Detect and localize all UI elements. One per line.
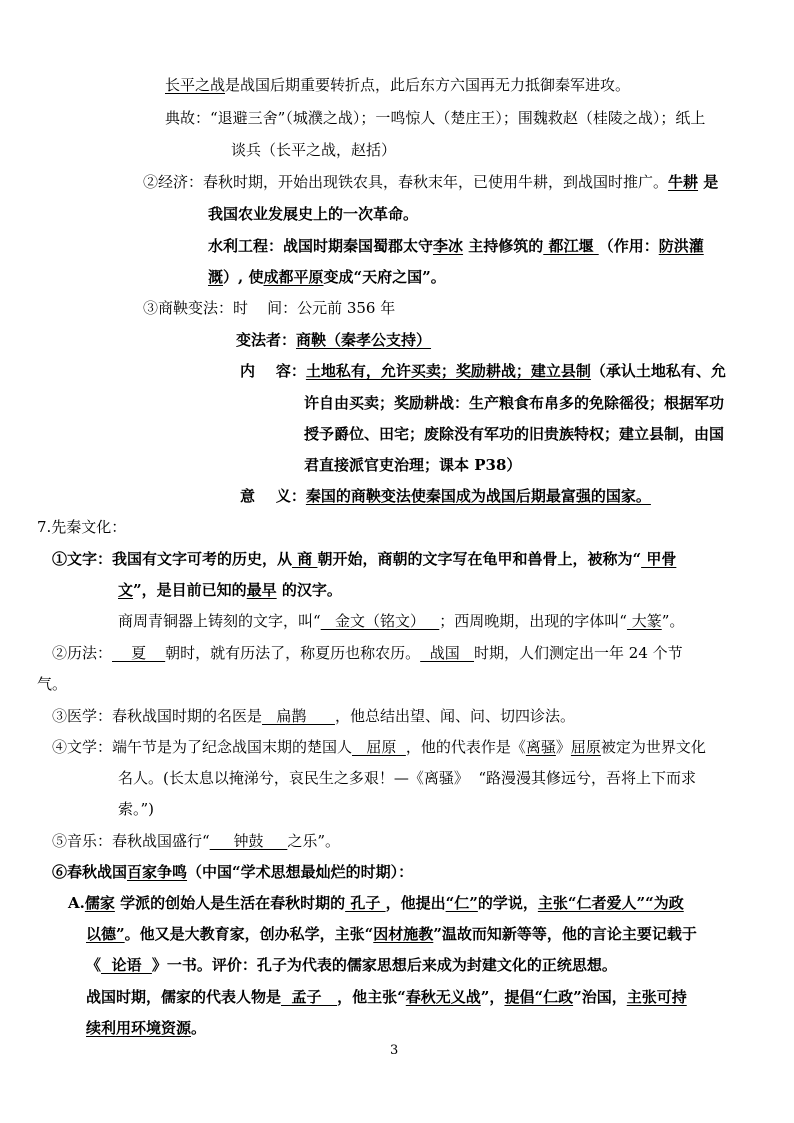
line-writing: ①文字：我国有文字可考的历史，从 商 朝开始，商朝的文字写在龟甲和兽骨上，被称为“ 甲骨 <box>52 550 677 568</box>
line-changping: 长平之战是战国后期重要转折点，此后东方六国再无力抵御秦军进攻。 <box>165 76 631 94</box>
line-water-cont: 溉）, 使成都平原变成“天府之国”。 <box>208 268 446 286</box>
line-reform-meaning: 意 义：秦国的商鞅变法使秦国成为战国后期最富强的国家。 <box>240 487 651 505</box>
line-writing-cont: 文”，是目前已知的最早 的汉字。 <box>118 581 342 599</box>
line-confucius: A.儒家 学派的创始人是生活在春秋时期的 孔子 ，他提出“仁”的学说，主张“仁者爱人”“为政 <box>68 894 684 912</box>
line-economy-cont: 我国农业发展史上的一次革命。 <box>208 205 419 223</box>
line-literature: ④文学：端午节是为了纪念战国末期的楚国人 屈原 ，他的代表作是《离骚》屈原被定为世界文化 <box>52 738 706 756</box>
line-mencius-2: 续利用环境资源。 <box>86 1019 207 1037</box>
line-hundred-schools: ⑥春秋战国百家争鸣（中国“学术思想最灿烂的时期）： <box>52 863 414 881</box>
line-reform-content-2: 许自由买卖；奖励耕战：生产粮食布帛多的免除徭役；根据军功 <box>304 394 725 412</box>
page-number: 3 <box>390 1043 399 1058</box>
section-title-culture: 7.先秦文化： <box>37 518 127 536</box>
line-calendar-cont: 气。 <box>37 675 68 693</box>
line-reform-content-3: 授予爵位、田宅；废除没有军功的旧贵族特权；建立县制，由国 <box>304 425 725 443</box>
line-reform-content-4: 君直接派官吏治理；课本 P38） <box>304 456 522 474</box>
line-literature-cont-2: 索。”) <box>118 800 155 818</box>
line-mencius: 战国时期，儒家的代表人物是 孟子 ，他主张“春秋无义战”，提倡“仁政”治国，主张可持 <box>86 988 687 1006</box>
line-water: 水利工程：战国时期秦国蜀郡太守李冰 主持修筑的 都江堰 （作用：防洪灌 <box>208 237 704 255</box>
line-reform-content: 内 容：土地私有，允许买卖；奖励耕战；建立县制（承认土地私有、允 <box>240 362 726 380</box>
niugeng-term: 牛耕 <box>668 173 699 191</box>
line-reform-time: ③商鞅变法：时 间：公元前 356 年 <box>143 299 396 317</box>
line-bronze: 商周青铜器上铸刻的文字，叫“ 金文（铭文） ；西周晚期，出现的字体叫“ 大篆”。 <box>118 612 685 630</box>
line-allusions-cont: 谈兵（长平之战，赵括） <box>231 141 397 159</box>
line-calendar: ②历法： 夏 朝时，就有历法了，称夏历也称农历。 战国 时期，人们测定出一年 24 个节 <box>52 644 683 662</box>
line-confucius-3: 《 论语 》一书。评价：孔子为代表的儒家思想后来成为封建文化的正统思想。 <box>86 956 617 974</box>
line-medicine: ③医学：春秋战国时期的名医是 扁鹊 ，他总结出望、闻、问、切四诊法。 <box>52 707 575 725</box>
line-economy: ②经济：春秋时期，开始出现铁农具，春秋末年，已使用牛耕，到战国时推广。牛耕 是 <box>143 173 719 191</box>
line-reform-who: 变法者：商鞅（秦孝公支持） <box>236 331 432 349</box>
line-confucius-2: 以德”。他又是大教育家，创办私学，主张“因材施教”温故而知新等等，他的言论主要记载于 <box>86 925 697 943</box>
line-literature-cont: 名人。(长太息以掩涕兮，哀民生之多艰！—《离骚》 “路漫漫其修远兮，吾将上下而求 <box>118 769 697 787</box>
line-music: ⑤音乐：春秋战国盛行“ 钟鼓 之乐”。 <box>52 832 341 850</box>
changping-term: 长平之战 <box>165 76 226 94</box>
line-allusions: 典故：“退避三舍”（城濮之战）；一鸣惊人（楚庄王）；围魏救赵（桂陵之战）；纸上 <box>165 109 706 127</box>
